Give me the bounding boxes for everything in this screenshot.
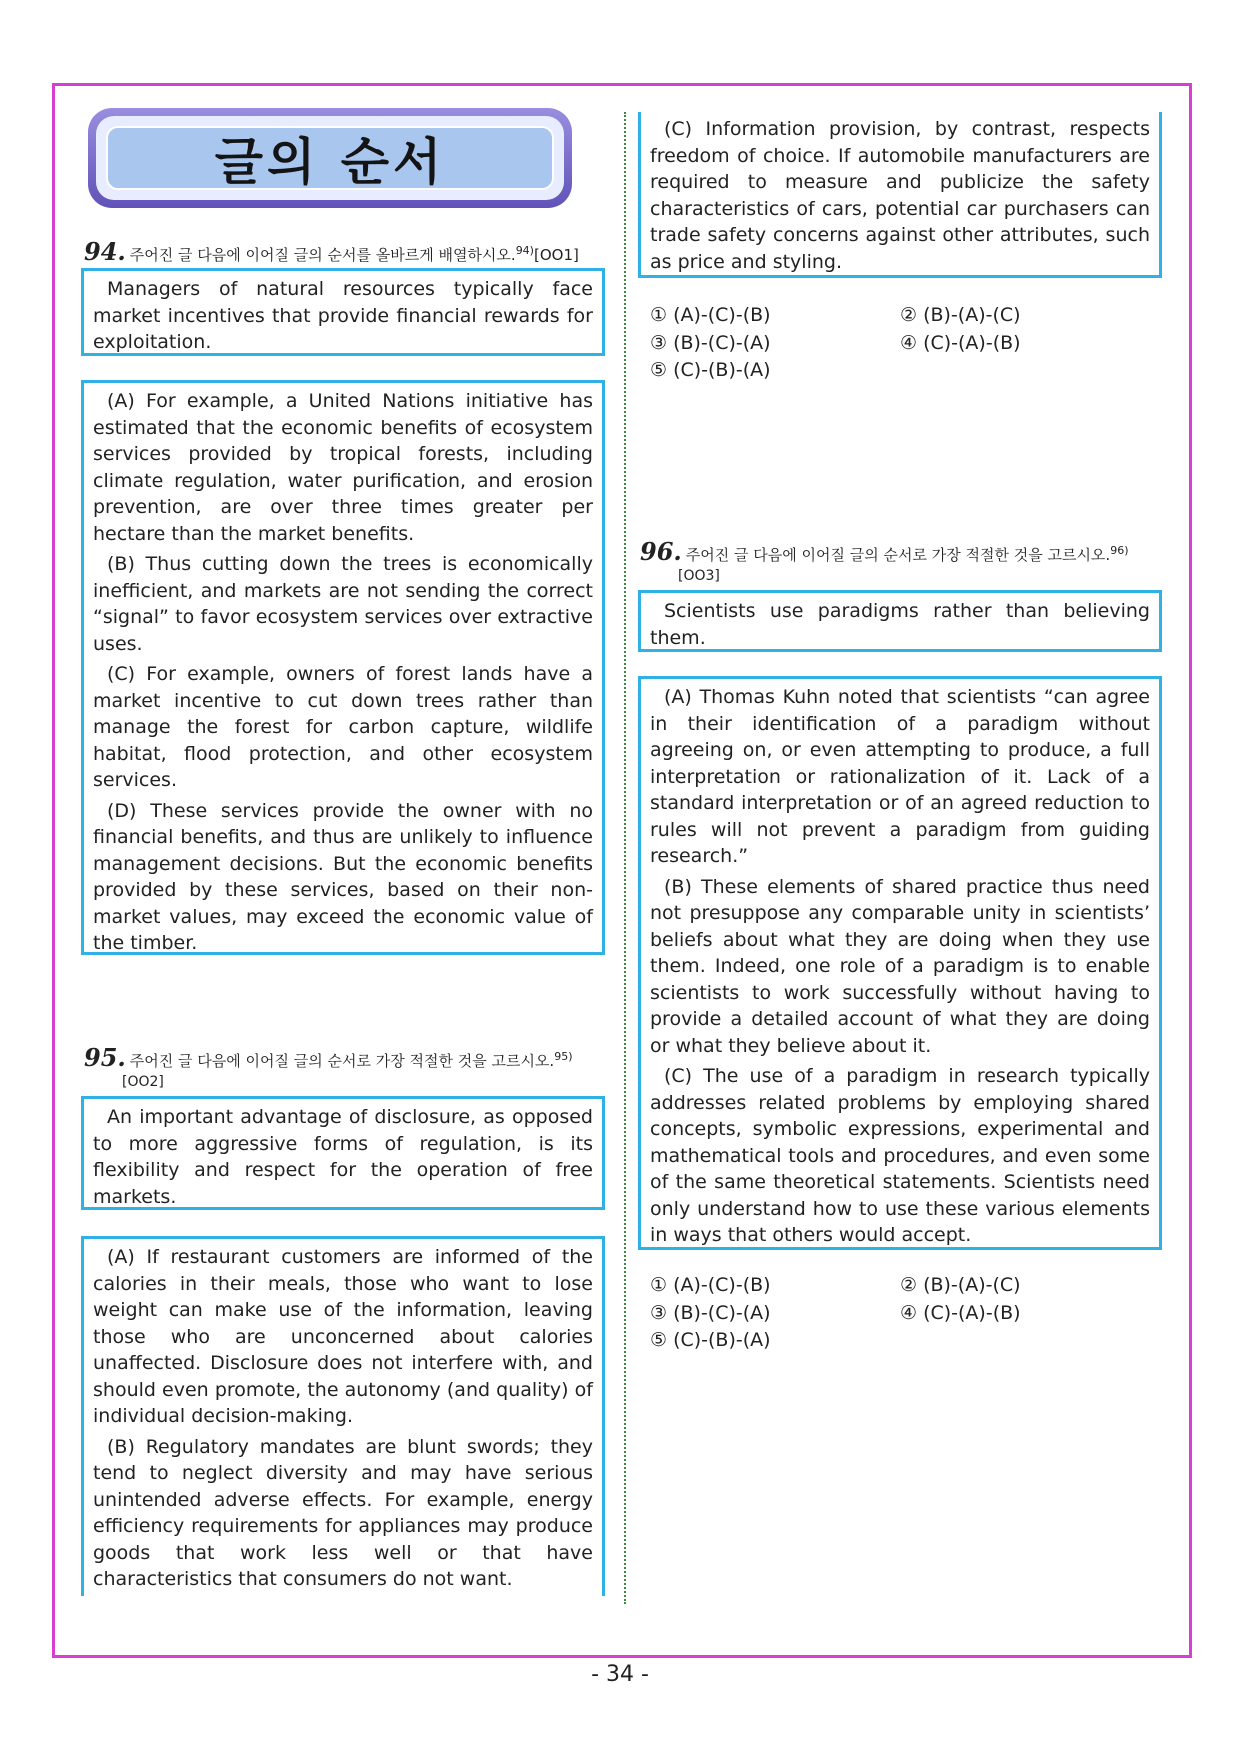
q94-passage-box bbox=[81, 380, 605, 955]
footnote-mark: 95) bbox=[554, 1050, 573, 1063]
question-96-header bbox=[640, 537, 1180, 586]
question-instruction: 주어진 글 다음에 이어질 글의 순서로 가장 적절한 것을 고르시오. bbox=[685, 546, 1111, 564]
question-ref: [OO3] bbox=[678, 568, 720, 584]
paragraph-c: (C) Information provision, by contrast, respects freedom of choice. If automobile manufacturers are required to measure and publicize the safety characteristics of cars, potential car purchasers can trade safety concerns against other attributes, such as price and styling. bbox=[650, 118, 1150, 273]
question-number: 96. bbox=[640, 537, 682, 566]
paragraph-a: (A) If restaurant customers are informed of the calories in their meals, those who want to lose weight can make use of the information, leaving those who are unconcerned about calories unaffected. Disclosure does not interfere with, and should even promote, the autonomy (and quality) of individual decision-making. bbox=[93, 1246, 593, 1427]
question-number: 94. bbox=[84, 237, 126, 266]
question-instruction: 주어진 글 다음에 이어질 글의 순서로 가장 적절한 것을 고르시오. bbox=[129, 1052, 555, 1070]
q95-choices bbox=[650, 302, 1150, 385]
question-94-header bbox=[84, 237, 604, 266]
choice-4[interactable]: ④ (C)-(A)-(B) bbox=[900, 331, 1021, 354]
paragraph-a: (A) For example, a United Nations initiative has estimated that the economic benefits of ecosystem services provided by tropical forests, including climate regulation, water purification, and erosion prevention, are over three times greater per hectare than the market benefits. bbox=[93, 390, 593, 545]
paragraph-c: (C) For example, owners of forest lands have a market incentive to cut down trees rather than manage the forest for carbon capture, wildlife habitat, flood protection, and other ecosystem services. bbox=[93, 663, 593, 791]
q96-given-box bbox=[638, 590, 1162, 652]
question-number: 95. bbox=[84, 1043, 126, 1072]
choice-3[interactable]: ③ (B)-(C)-(A) bbox=[650, 331, 771, 354]
paragraph-a: (A) Thomas Kuhn noted that scientists “can agree in their identification of a paradigm without agreeing on, or even attempting to produce, a full interpretation or rationalization of it. Lack of a standard interpretation or of an agreed reduction to rules will not prevent a paradigm from guiding research.” bbox=[650, 686, 1150, 867]
choice-3[interactable]: ③ (B)-(C)-(A) bbox=[650, 1301, 771, 1324]
q95-given-box bbox=[81, 1096, 605, 1210]
paragraph-b: (B) These elements of shared practice thus need not presuppose any comparable unity in scientists’ beliefs about what they are doing when they use them. Indeed, one role of a paradigm is to enable scientists to work successfully without having to provide a detailed account of what they are doing or what they believe about it. bbox=[650, 875, 1150, 1057]
given-text: An important advantage of disclosure, as opposed to more aggressive forms of regulation, is its flexibility and respect for the operation of free markets. bbox=[93, 1106, 593, 1208]
question-instruction: 주어진 글 다음에 이어질 글의 순서를 올바르게 배열하시오. bbox=[129, 246, 516, 264]
paragraph-b: (B) Regulatory mandates are blunt swords; they tend to neglect diversity and may have serious unintended adverse effects. For example, energy efficiency requirements for appliances may produce goods that work less well or that have characteristics that consumers do not want. bbox=[93, 1435, 593, 1590]
choice-5[interactable]: ⑤ (C)-(B)-(A) bbox=[650, 359, 771, 381]
choice-4[interactable]: ④ (C)-(A)-(B) bbox=[900, 1301, 1021, 1324]
given-text: Scientists use paradigms rather than believing them. bbox=[650, 600, 1150, 649]
given-text: Managers of natural resources typically face market incentives that provide financial rewards for exploitation. bbox=[93, 278, 593, 353]
question-ref: [OO1] bbox=[533, 246, 579, 264]
q95-passage-continued-box bbox=[638, 112, 1162, 278]
page-title: 글의 순서 bbox=[214, 133, 446, 191]
choice-1[interactable]: ① (A)-(C)-(B) bbox=[650, 304, 771, 326]
question-ref: [OO2] bbox=[122, 1074, 164, 1090]
choice-2[interactable]: ② (B)-(A)-(C) bbox=[900, 1274, 1021, 1296]
q95-passage-box bbox=[81, 1236, 605, 1596]
choice-1[interactable]: ① (A)-(C)-(B) bbox=[650, 1274, 771, 1296]
choice-2[interactable]: ② (B)-(A)-(C) bbox=[900, 304, 1021, 326]
column-divider bbox=[624, 112, 626, 1604]
choice-5[interactable]: ⑤ (C)-(B)-(A) bbox=[650, 1329, 771, 1351]
paragraph-c: (C) The use of a paradigm in research typically addresses related problems by employing shared concepts, symbolic expressions, experimental and mathematical tools and procedures, and even some of the same theoretical statements. Scientists need only understand how to use these various elements in ways that others would accept. bbox=[650, 1065, 1150, 1246]
paragraph-d: (D) These services provide the owner with no financial benefits, and thus are unlikely to influence management decisions. But the economic benefits provided by these services, based on their non-market values, may exceed the economic value of the timber. bbox=[93, 799, 593, 954]
page-number: - 34 - bbox=[591, 1662, 649, 1687]
title-banner bbox=[88, 108, 572, 208]
q94-given-box bbox=[81, 268, 605, 356]
footnote-mark: 94) bbox=[515, 244, 534, 257]
q96-passage-box bbox=[638, 676, 1162, 1250]
q96-choices bbox=[650, 1272, 1150, 1355]
footnote-mark: 96) bbox=[1110, 544, 1129, 557]
paragraph-b: (B) Thus cutting down the trees is economically inefficient, and markets are not sending the correct “signal” to favor ecosystem services over extractive uses. bbox=[93, 553, 593, 655]
question-95-header bbox=[84, 1043, 614, 1092]
